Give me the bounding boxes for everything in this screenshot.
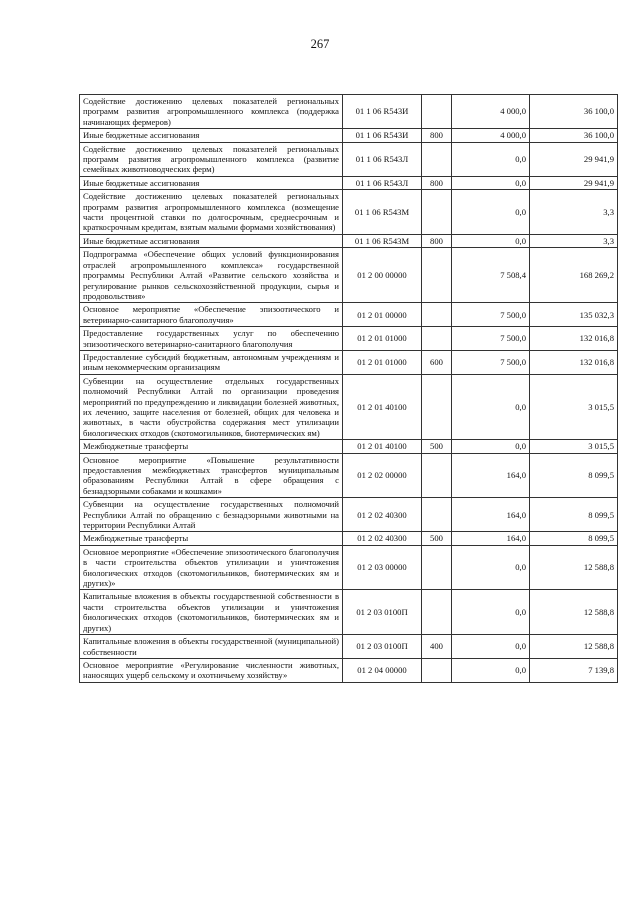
table-row xyxy=(80,234,618,247)
row-name-cell: Капитальные вложения в объекты государственной (муниципальной) собственности xyxy=(80,635,343,659)
row-code-cell: 01 2 02 00000 xyxy=(343,453,422,498)
row-code-cell: 01 2 03 0100П xyxy=(343,590,422,635)
row-amount-2-cell: 3,3 xyxy=(530,234,618,247)
page-number: 267 xyxy=(310,37,330,51)
row-code-cell: 01 1 06 R543Л xyxy=(343,142,422,176)
row-type-cell xyxy=(422,303,452,327)
row-code-cell: 01 1 06 R543M xyxy=(343,190,422,235)
row-code-cell: 01 1 06 R543Л xyxy=(343,176,422,189)
row-code-cell: 01 2 01 01000 xyxy=(343,327,422,351)
row-amount-2-cell: 168 269,2 xyxy=(530,248,618,303)
row-amount-2-cell: 12 588,8 xyxy=(530,635,618,659)
row-amount-2-cell: 7 139,8 xyxy=(530,658,618,682)
row-name-cell: Подпрограмма «Обеспечение общих условий функционирования отраслей агропромышленного комплекса» государственной программы Республики Алтай «Развитие сельского хозяйства и регулирование рынков сельскохозяйственной продукции, сырья и продовольствия» xyxy=(80,248,343,303)
row-name-cell: Иные бюджетные ассигнования xyxy=(80,129,343,142)
row-code-cell: 01 1 06 R543M xyxy=(343,234,422,247)
row-code-cell: 01 2 03 00000 xyxy=(343,545,422,590)
row-type-cell xyxy=(422,142,452,176)
row-amount-2-cell: 132 016,8 xyxy=(530,350,618,374)
row-code-cell: 01 1 06 R543И xyxy=(343,129,422,142)
row-amount-2-cell: 12 588,8 xyxy=(530,545,618,590)
row-amount-1-cell: 4 000,0 xyxy=(452,95,530,129)
row-type-cell xyxy=(422,248,452,303)
row-amount-2-cell: 8 099,5 xyxy=(530,532,618,545)
row-type-cell: 800 xyxy=(422,234,452,247)
table-row xyxy=(80,190,618,235)
table-row xyxy=(80,248,618,303)
row-type-cell xyxy=(422,590,452,635)
row-amount-1-cell: 0,0 xyxy=(452,658,530,682)
row-amount-2-cell: 135 032,3 xyxy=(530,303,618,327)
table-row xyxy=(80,590,618,635)
row-amount-1-cell: 0,0 xyxy=(452,440,530,453)
row-amount-1-cell: 7 500,0 xyxy=(452,327,530,351)
row-code-cell: 01 2 02 40300 xyxy=(343,532,422,545)
row-type-cell: 600 xyxy=(422,350,452,374)
row-amount-1-cell: 0,0 xyxy=(452,374,530,439)
table-row xyxy=(80,545,618,590)
row-name-cell: Содействие достижению целевых показателей региональных программ развития агропромышленного комплекса (возмещение части процентной ставки по долгосрочным, среднесрочным и краткосрочным кредитам, взятым малыми формами хозяйствования) xyxy=(80,190,343,235)
row-amount-1-cell: 0,0 xyxy=(452,545,530,590)
row-amount-2-cell: 8 099,5 xyxy=(530,498,618,532)
budget-table-body xyxy=(80,95,618,683)
table-row xyxy=(80,142,618,176)
row-amount-1-cell: 164,0 xyxy=(452,532,530,545)
row-code-cell: 01 2 01 40100 xyxy=(343,374,422,439)
table-row xyxy=(80,129,618,142)
row-name-cell: Межбюджетные трансферты xyxy=(80,440,343,453)
row-type-cell xyxy=(422,498,452,532)
row-code-cell: 01 2 04 00000 xyxy=(343,658,422,682)
row-name-cell: Основное мероприятие «Регулирование численности животных, наносящих ущерб сельскому и охотничьему хозяйству» xyxy=(80,658,343,682)
row-name-cell: Иные бюджетные ассигнования xyxy=(80,234,343,247)
row-type-cell xyxy=(422,658,452,682)
table-row xyxy=(80,635,618,659)
row-amount-2-cell: 8 099,5 xyxy=(530,453,618,498)
row-code-cell: 01 2 02 40300 xyxy=(343,498,422,532)
row-type-cell xyxy=(422,374,452,439)
row-name-cell: Субвенции на осуществление отдельных государственных полномочий Республики Алтай по организации проведения мероприятий по предупреждению и ликвидации болезней животных, их лечению, защите населения от болезней, общих для человека и животных, в части обустройства содержания мест утилизации биологических отходов (скотомогильников, биотермических ям) xyxy=(80,374,343,439)
row-name-cell: Основное мероприятие «Повышение результативности предоставления межбюджетных трансфертов муниципальным образованиям Республики Алтай в сфере обращения с безнадзорными собаками и кошками» xyxy=(80,453,343,498)
row-code-cell: 01 1 06 R543И xyxy=(343,95,422,129)
row-amount-1-cell: 0,0 xyxy=(452,590,530,635)
budget-table xyxy=(79,94,618,683)
table-row xyxy=(80,350,618,374)
row-amount-1-cell: 4 000,0 xyxy=(452,129,530,142)
row-amount-2-cell: 3 015,5 xyxy=(530,440,618,453)
row-type-cell xyxy=(422,545,452,590)
row-amount-1-cell: 0,0 xyxy=(452,635,530,659)
row-name-cell: Предоставление субсидий бюджетным, автономным учреждениям и иным некоммерческим организациям xyxy=(80,350,343,374)
row-name-cell: Содействие достижению целевых показателей региональных программ развития агропромышленного комплекса (поддержка начинающих фермеров) xyxy=(80,95,343,129)
table-row xyxy=(80,498,618,532)
table-row xyxy=(80,95,618,129)
table-row xyxy=(80,303,618,327)
row-code-cell: 01 2 01 01000 xyxy=(343,350,422,374)
row-name-cell: Субвенции на осуществление государственных полномочий Республики Алтай по обращению с безнадзорными животными на территории Республики Алтай xyxy=(80,498,343,532)
row-type-cell: 800 xyxy=(422,176,452,189)
row-amount-2-cell: 36 100,0 xyxy=(530,129,618,142)
row-amount-1-cell: 7 500,0 xyxy=(452,350,530,374)
table-row xyxy=(80,327,618,351)
row-amount-2-cell: 3,3 xyxy=(530,190,618,235)
row-code-cell: 01 2 01 40100 xyxy=(343,440,422,453)
row-name-cell: Межбюджетные трансферты xyxy=(80,532,343,545)
row-code-cell: 01 2 00 00000 xyxy=(343,248,422,303)
row-type-cell xyxy=(422,95,452,129)
row-name-cell: Иные бюджетные ассигнования xyxy=(80,176,343,189)
row-amount-2-cell: 36 100,0 xyxy=(530,95,618,129)
table-row xyxy=(80,440,618,453)
table-row xyxy=(80,658,618,682)
row-type-cell: 800 xyxy=(422,129,452,142)
row-code-cell: 01 2 01 00000 xyxy=(343,303,422,327)
row-amount-2-cell: 29 941,9 xyxy=(530,142,618,176)
row-name-cell: Предоставление государственных услуг по обеспечению эпизоотического ветеринарно-санитарного благополучия xyxy=(80,327,343,351)
row-amount-1-cell: 7 500,0 xyxy=(452,303,530,327)
row-amount-2-cell: 3 015,5 xyxy=(530,374,618,439)
row-amount-1-cell: 0,0 xyxy=(452,176,530,189)
row-amount-2-cell: 12 588,8 xyxy=(530,590,618,635)
table-row xyxy=(80,532,618,545)
row-name-cell: Основное мероприятие «Обеспечение эпизоотического и ветеринарно-санитарного благополучия» xyxy=(80,303,343,327)
row-type-cell: 500 xyxy=(422,532,452,545)
row-name-cell: Капитальные вложения в объекты государственной собственности в части строительства объектов утилизации и уничтожения биологических отходов (скотомогильников, биотермических ям и других) xyxy=(80,590,343,635)
row-amount-1-cell: 0,0 xyxy=(452,190,530,235)
row-type-cell xyxy=(422,190,452,235)
table-row xyxy=(80,176,618,189)
row-amount-1-cell: 7 508,4 xyxy=(452,248,530,303)
table-row xyxy=(80,374,618,439)
row-amount-1-cell: 0,0 xyxy=(452,234,530,247)
row-code-cell: 01 2 03 0100П xyxy=(343,635,422,659)
row-amount-1-cell: 0,0 xyxy=(452,142,530,176)
row-type-cell: 500 xyxy=(422,440,452,453)
row-type-cell xyxy=(422,453,452,498)
row-name-cell: Основное мероприятие «Обеспечение эпизоотического благополучия в части строительства объектов утилизации и уничтожения биологических отходов (скотомогильников, биотермических ям и других)» xyxy=(80,545,343,590)
row-type-cell xyxy=(422,327,452,351)
row-type-cell: 400 xyxy=(422,635,452,659)
row-amount-1-cell: 164,0 xyxy=(452,498,530,532)
table-row xyxy=(80,453,618,498)
row-amount-2-cell: 29 941,9 xyxy=(530,176,618,189)
row-name-cell: Содействие достижению целевых показателей региональных программ развития агропромышленного комплекса (развитие семейных животноводческих ферм) xyxy=(80,142,343,176)
row-amount-1-cell: 164,0 xyxy=(452,453,530,498)
row-amount-2-cell: 132 016,8 xyxy=(530,327,618,351)
